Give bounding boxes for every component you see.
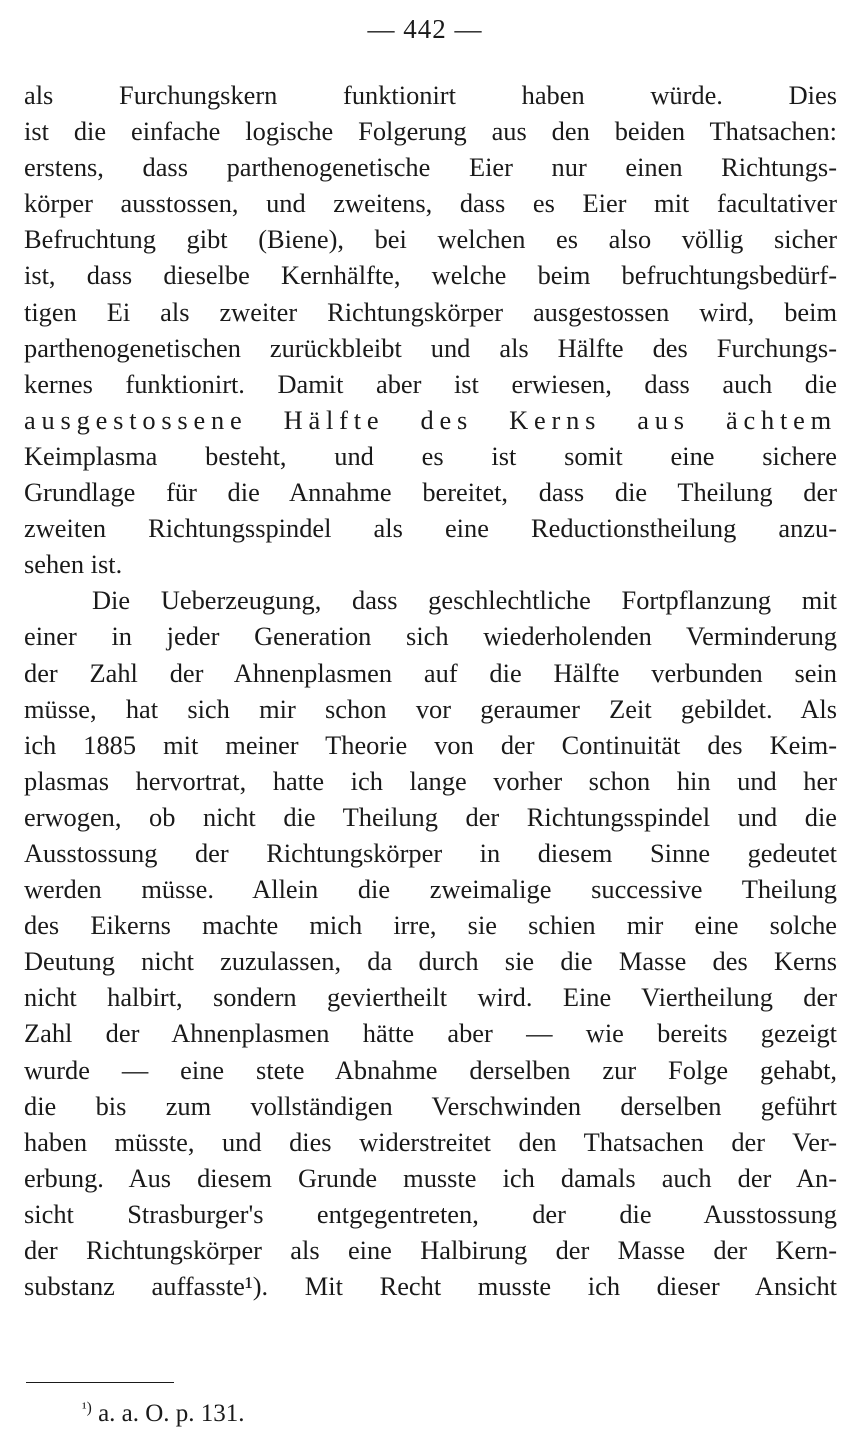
text-line: kernes funktionirt. Damit aber ist erwiesen, dass auch die: [24, 368, 837, 399]
text-line: müsse, hat sich mir schon vor geraumer Zeit gebildet. Als: [24, 693, 837, 724]
text-line: erwogen, ob nicht die Theilung der Richtungsspindel und die: [24, 801, 837, 832]
text-line: Deutung nicht zuzulassen, da durch sie die Masse des Kerns: [24, 946, 837, 977]
text-line: plasmas hervortrat, hatte ich lange vorher schon hin und her: [24, 765, 837, 796]
text-line-spaced: ausgestossene Hälfte des Kerns aus ächtem: [24, 404, 837, 435]
text-line: als Furchungskern funktionirt haben würde. Dies: [24, 80, 837, 110]
text-line: substanz auffasste¹). Mit Recht musste ich dieser Ansicht: [24, 1271, 837, 1302]
text-line: Zahl der Ahnenplasmen hätte aber — wie bereits gezeigt: [24, 1018, 837, 1049]
text-line: erstens, dass parthenogenetische Eier nur einen Richtungs-: [24, 152, 837, 183]
text-line: zweiten Richtungsspindel als eine Reductionstheilung anzu-: [24, 513, 837, 544]
text-line: Grundlage für die Annahme bereitet, dass die Theilung der: [24, 477, 837, 508]
text-line: haben müsste, und dies widerstreitet den Thatsachen der Ver-: [24, 1126, 837, 1157]
text-line: körper ausstossen, und zweitens, dass es Eier mit facultativer: [24, 188, 837, 219]
text-line: erbung. Aus diesem Grunde musste ich damals auch der An-: [24, 1162, 837, 1193]
text-line: ist, dass dieselbe Kernhälfte, welche beim befruchtungsbedürf-: [24, 260, 837, 291]
text-line: wurde — eine stete Abnahme derselben zur Folge gehabt,: [24, 1054, 837, 1085]
text-line: Die Ueberzeugung, dass geschlechtliche Fortpflanzung mit: [92, 585, 837, 616]
text-line: ich 1885 mit meiner Theorie von der Continuität des Keim-: [24, 729, 837, 760]
text-line: parthenogenetischen zurückbleibt und als Hälfte des Furchungs-: [24, 332, 837, 363]
paragraph: [24, 582, 837, 1304]
footnote: [82, 1396, 245, 1432]
text-line: werden müsse. Allein die zweimalige successive Theilung: [24, 874, 837, 905]
text-line: Befruchtung gibt (Biene), bei welchen es also völlig sicher: [24, 224, 837, 255]
body-text: [24, 77, 837, 1304]
text-line: Ausstossung der Richtungskörper in diesem Sinne gedeutet: [24, 837, 837, 868]
text-line: Keimplasma besteht, und es ist somit eine sichere: [24, 440, 837, 471]
footnote-rule: [26, 1382, 174, 1383]
text-line: nicht halbirt, sondern geviertheilt wird. Eine Viertheilung der: [24, 982, 837, 1013]
text-line: ist die einfache logische Folgerung aus den beiden Thatsachen:: [24, 116, 837, 147]
footnote-text: a. a. O. p. 131.: [98, 1400, 245, 1427]
text-line: der Zahl der Ahnenplasmen auf die Hälfte verbunden sein: [24, 657, 837, 688]
text-line: sehen ist.: [24, 549, 123, 580]
text-line: des Eikerns machte mich irre, sie schien mir eine solche: [24, 910, 837, 941]
text-line: einer in jeder Generation sich wiederholenden Verminderung: [24, 621, 837, 652]
text-line: tigen Ei als zweiter Richtungskörper ausgestossen wird, beim: [24, 296, 837, 327]
paragraph: [24, 77, 837, 582]
page-number: — 442 —: [367, 14, 483, 44]
text-line: die bis zum vollständigen Verschwinden derselben geführt: [24, 1090, 837, 1121]
footnote-marker: ¹): [82, 1399, 92, 1417]
text-line: der Richtungskörper als eine Halbirung der Masse der Kern-: [24, 1235, 837, 1265]
text-line: sicht Strasburger's entgegentreten, der die Ausstossung: [24, 1198, 837, 1229]
